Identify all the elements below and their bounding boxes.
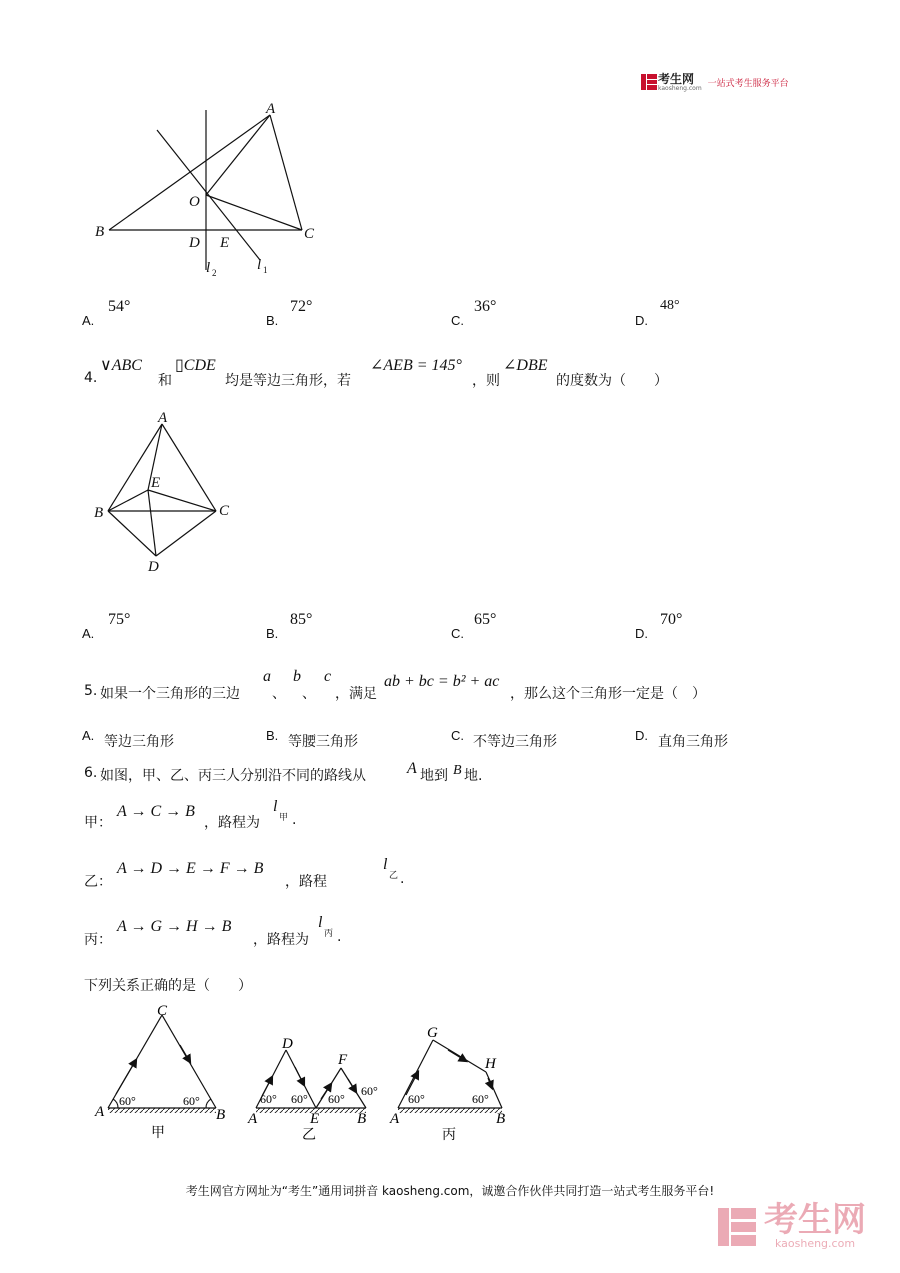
q4-option-d[interactable]: 70° xyxy=(660,611,683,628)
q4-option-b-letter: B. xyxy=(266,626,279,641)
label-b: B xyxy=(216,1107,226,1123)
label-a: A xyxy=(390,1111,400,1127)
label-g: G xyxy=(427,1025,438,1041)
q4-angle-aeb: ∠AEB = 145° xyxy=(370,357,462,374)
q6-intro1: 如图，甲、乙、丙三人分别沿不同的路线从 xyxy=(100,768,366,784)
q6-yi-path: A → D → E → F → B xyxy=(117,860,264,877)
q5-option-d[interactable]: 直角三角形 xyxy=(658,734,728,750)
q6-bing-path: A → G → H → B xyxy=(117,918,232,935)
label-c: C xyxy=(304,226,315,242)
q6-bing-text: ，路程为 xyxy=(253,932,309,948)
header-logo xyxy=(640,72,789,92)
q3-option-b-letter: B. xyxy=(266,313,279,328)
q6-jia-text: ，路程为 xyxy=(204,815,260,831)
q6-jia-l: l xyxy=(273,798,278,815)
q5-side-c: c xyxy=(324,668,332,685)
caption-yi: 乙 xyxy=(302,1128,316,1143)
label-f: F xyxy=(338,1052,348,1068)
line-ba xyxy=(109,115,270,230)
q5-option-c[interactable]: 不等边三角形 xyxy=(473,734,557,750)
line-l1 xyxy=(157,130,260,260)
label-l2-sub: 2 xyxy=(212,268,217,278)
q3-option-b[interactable]: 72° xyxy=(290,298,313,315)
q4-text1: 均是等边三角形，若 xyxy=(225,373,351,389)
label-o: O xyxy=(189,194,200,210)
q4-option-a-letter: A. xyxy=(82,626,95,641)
label-b: B xyxy=(357,1111,367,1127)
label-d: D xyxy=(148,559,159,575)
q4-number: 4. xyxy=(84,370,98,386)
q6-point-b: B xyxy=(453,763,462,778)
label-c: C xyxy=(157,1003,168,1019)
label-a: A xyxy=(158,410,168,426)
label-a: A xyxy=(95,1104,105,1120)
watermark xyxy=(716,1200,866,1250)
q3-option-a[interactable]: 54° xyxy=(108,298,131,315)
label-a: A xyxy=(248,1111,258,1127)
fig6-bing xyxy=(389,1025,505,1143)
q3-option-c[interactable]: 36° xyxy=(474,298,497,315)
q6-number: 6. xyxy=(84,765,98,781)
logo-icon xyxy=(640,73,658,91)
angle-4: 60° xyxy=(361,1084,378,1098)
angle-2: 60° xyxy=(183,1094,200,1108)
q5-option-d-letter: D. xyxy=(635,728,648,743)
caption-bing: 丙 xyxy=(442,1128,456,1143)
q5-option-c-letter: C. xyxy=(451,728,464,743)
q4-angle-dbe: ∠DBE xyxy=(503,357,548,374)
label-c: C xyxy=(219,503,230,519)
brand-name: 考生网 kaosheng.com xyxy=(658,71,702,92)
q4-option-d-letter: D. xyxy=(635,626,648,641)
label-a: A xyxy=(266,101,276,117)
q6-yi-dot: . xyxy=(400,871,405,887)
angle-1: 60° xyxy=(119,1094,136,1108)
label-b: B xyxy=(94,505,104,521)
q3-option-d-letter: D. xyxy=(635,313,648,328)
q5-number: 5. xyxy=(84,683,98,699)
q5-option-b-letter: B. xyxy=(266,728,279,743)
q4-conj: 和 xyxy=(158,373,172,389)
q4-option-c-letter: C. xyxy=(451,626,464,641)
q4-option-c[interactable]: 65° xyxy=(474,611,497,628)
label-b: B xyxy=(95,224,105,240)
q4-figure xyxy=(92,408,242,578)
q6-bing-dot: . xyxy=(337,929,342,945)
label-e: E xyxy=(310,1111,320,1127)
q3-figure xyxy=(85,95,325,285)
q4-text3: 的度数为（ ） xyxy=(556,373,668,389)
line-ac xyxy=(270,115,302,230)
angle-2: 60° xyxy=(291,1092,308,1106)
q6-point-a: A xyxy=(407,760,417,777)
q3-option-c-letter: C. xyxy=(451,313,464,328)
q4-triangle-cde: ▯CDE xyxy=(175,357,216,374)
q6-question: 下列关系正确的是（ ） xyxy=(84,978,252,994)
q6-yi-sub: 乙 xyxy=(389,871,399,881)
label-l1-sub: 1 xyxy=(263,265,268,275)
q6-yi-text: ，路程 xyxy=(285,874,327,890)
q5-text2: ，满足 xyxy=(335,686,377,702)
q4-option-a[interactable]: 75° xyxy=(108,611,131,628)
angle-2: 60° xyxy=(472,1092,489,1106)
q6-intro2: 地到 xyxy=(420,768,448,784)
line-oc xyxy=(206,195,302,230)
q6-jia-sub: 甲 xyxy=(279,813,289,823)
q6-yi-label: 乙： xyxy=(84,874,112,890)
q6-jia-dot: . xyxy=(292,812,297,828)
angle-1: 60° xyxy=(260,1092,277,1106)
label-d: D xyxy=(282,1036,293,1052)
q6-intro3: 地. xyxy=(464,768,483,784)
q5-equation: ab + bc = b² + ac xyxy=(384,673,500,690)
fig6-jia xyxy=(94,1003,225,1141)
watermark-logo-icon xyxy=(716,1206,758,1248)
label-b: B xyxy=(496,1111,506,1127)
q5-sep2: 、 xyxy=(302,686,316,702)
angle-3: 60° xyxy=(328,1092,345,1106)
label-l2: l xyxy=(206,260,211,276)
q5-option-b[interactable]: 等腰三角形 xyxy=(288,734,358,750)
q5-side-b: b xyxy=(293,668,301,685)
q4-text2: ，则 xyxy=(472,373,500,389)
fig6-yi xyxy=(247,1036,378,1143)
q6-jia-label: 甲： xyxy=(84,815,112,831)
line-oa xyxy=(206,115,270,195)
q5-text3: ，那么这个三角形一定是（ ） xyxy=(510,686,706,702)
q3-option-d[interactable]: 48° xyxy=(660,298,680,313)
label-h: H xyxy=(485,1056,496,1072)
q5-side-a: a xyxy=(263,668,271,685)
q6-bing-sub: 丙 xyxy=(324,929,334,939)
q6-jia-path: A → C → B xyxy=(117,803,195,820)
watermark-text: 考生网 xyxy=(764,1200,866,1240)
q3-option-a-letter: A. xyxy=(82,313,95,328)
q6-yi-l: l xyxy=(383,856,388,873)
caption-jia: 甲 xyxy=(151,1126,165,1141)
q6-bing-l: l xyxy=(318,914,323,931)
label-e: E xyxy=(151,475,161,491)
label-e: E xyxy=(220,235,230,251)
q6-bing-label: 丙： xyxy=(84,932,112,948)
q5-text1: 如果一个三角形的三边 xyxy=(100,686,240,702)
brand-slogan: 一站式考生服务平台 xyxy=(707,78,789,89)
q6-figure xyxy=(88,1000,528,1150)
label-d: D xyxy=(189,235,200,251)
q4-option-b[interactable]: 85° xyxy=(290,611,313,628)
q5-option-a-letter: A. xyxy=(82,728,95,743)
page-footer: 考生网官方网址为“考生”通用词拼音 kaosheng.com，诚邀合作伙伴共同打造一站式考生服务平台! xyxy=(185,1184,715,1198)
label-l1: l xyxy=(257,257,262,273)
q5-option-a[interactable]: 等边三角形 xyxy=(104,734,174,750)
watermark-sub: kaosheng.com xyxy=(774,1237,856,1250)
q4-triangle-abc: ∨ABC xyxy=(100,357,142,374)
angle-1: 60° xyxy=(408,1092,425,1106)
q5-sep1: 、 xyxy=(272,686,286,702)
